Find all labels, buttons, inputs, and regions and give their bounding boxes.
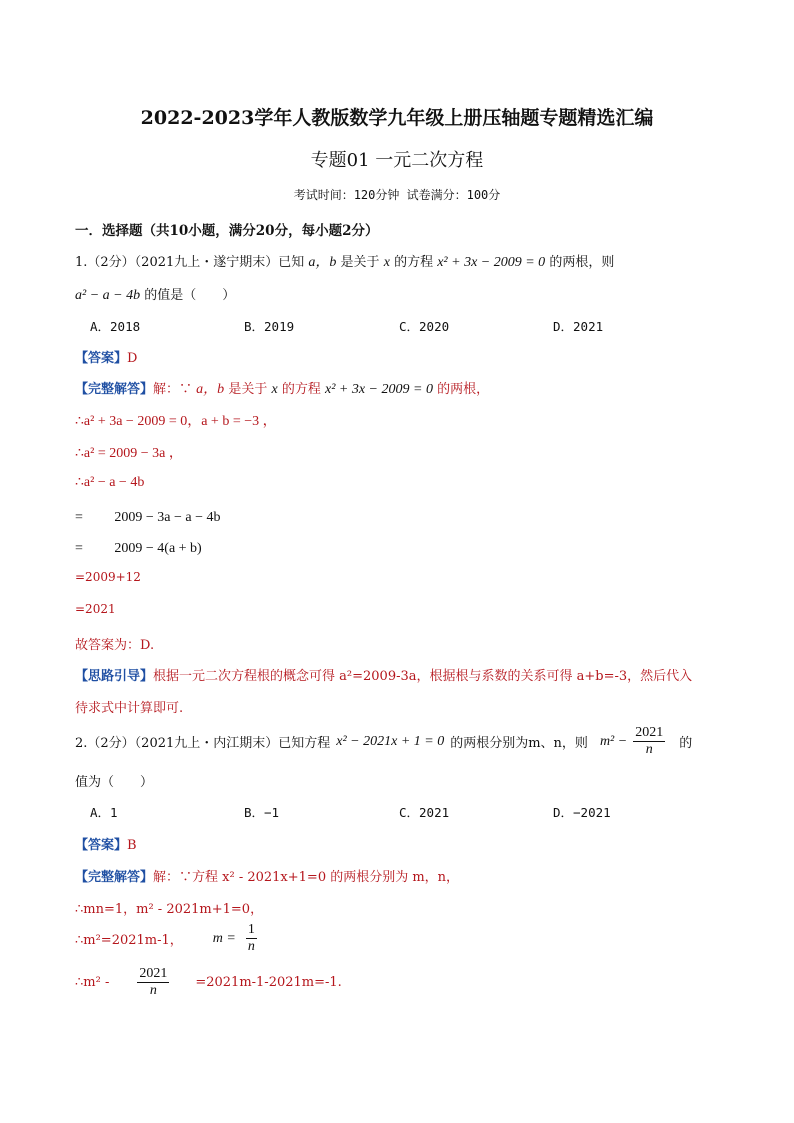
q2-option-d: D．−2021 bbox=[553, 805, 611, 820]
q2-answer: B bbox=[127, 838, 137, 853]
q2-sol-line4-b: =2021m-1-2021m=-1. bbox=[195, 975, 342, 991]
q1-option-b: B．2019 bbox=[244, 319, 295, 334]
q1-mid1: 是关于 bbox=[340, 255, 380, 270]
q1-stem-line2 bbox=[75, 284, 235, 304]
q1-conclusion: 故答案为：D. bbox=[75, 638, 155, 653]
exam-info: 考试时间：120分钟 试卷满分：100分 bbox=[293, 188, 501, 202]
q2-sol-line1: 解：∵方程 x² - 2021x+1=0 的两根分别为 m，n， bbox=[153, 870, 460, 885]
q1-sol-end: 的两根， bbox=[437, 382, 490, 397]
q2-sol-line3-num: 1 bbox=[246, 922, 257, 939]
q1-option-d: D．2021 bbox=[553, 319, 604, 334]
q2-option-a: A．1 bbox=[90, 805, 118, 820]
q1-solution-tag: 【完整解答】 bbox=[75, 382, 154, 397]
q2-sol-line3-fraction bbox=[246, 922, 257, 955]
q2-sol-line3 bbox=[75, 922, 257, 955]
q2-answer-line bbox=[75, 834, 137, 853]
q1-step-4: = 2009 − 3a − a − 4b bbox=[75, 510, 221, 525]
q1-sol-eq: x² + 3x − 2009 = 0 bbox=[324, 382, 433, 397]
q1-hint-tag: 【思路引导】 bbox=[75, 669, 154, 684]
q2-suffix: 的 bbox=[679, 736, 693, 752]
q2-sol-line3-a: ∴m²=2021m-1， bbox=[75, 933, 183, 949]
topic-title: 专题01 一元二次方程 bbox=[310, 150, 484, 171]
q1-step-1: ∴a² + 3a − 2009 = 0，a + b = −3 ， bbox=[75, 414, 277, 429]
q1-hint-text: 根据一元二次方程根的概念可得 a²=2009-3a，根据根与系数的关系可得 a+b=-3，然后代入 bbox=[153, 669, 693, 684]
q2-sol-line4-num: 2021 bbox=[137, 966, 169, 983]
q1-answer-tag: 【答案】 bbox=[75, 351, 128, 366]
q1-step-5: = 2009 − 4(a + b) bbox=[75, 541, 202, 556]
q2-frac-num: 2021 bbox=[633, 725, 665, 742]
q2-sol-line2: ∴mn=1，m² - 2021m+1=0， bbox=[75, 902, 264, 917]
q2-sol-line4 bbox=[75, 966, 342, 999]
q1-hint-line2: 待求式中计算即可. bbox=[75, 701, 184, 716]
q1-sol-x: x bbox=[271, 382, 278, 397]
q2-sol-line3-den: n bbox=[247, 939, 255, 955]
q1-expression: a² − a − 4b bbox=[75, 288, 141, 303]
q1-equation: x² + 3x − 2009 = 0 bbox=[437, 255, 546, 270]
q2-prefix: 2.（2分）（2021九上・内江期末）已知方程 bbox=[75, 736, 331, 752]
q1-sol-ab: a，b bbox=[196, 382, 225, 397]
q1-suffix: 的两根，则 bbox=[549, 255, 615, 270]
q1-step-6: =2009+12 bbox=[75, 570, 141, 584]
q2-sol-line4-fraction bbox=[137, 966, 169, 999]
q2-sol-line4-den: n bbox=[149, 983, 157, 999]
q2-mid: 的两根分别为m、n，则 bbox=[450, 736, 588, 752]
q2-option-c: C．2021 bbox=[399, 805, 450, 820]
q2-sol-line4-a: ∴m² - bbox=[75, 975, 110, 991]
q1-step-7: =2021 bbox=[75, 602, 116, 616]
q1-sol-mid2: 的方程 bbox=[281, 382, 321, 397]
q2-stem-line1 bbox=[75, 725, 692, 758]
q1-step-3: ∴a² − a − 4b bbox=[75, 475, 145, 490]
q1-sol-start: 解：∵ bbox=[153, 382, 193, 397]
q1-expr-suffix: 的值是（ ） bbox=[144, 288, 236, 303]
q2-fraction bbox=[633, 725, 665, 758]
q1-answer: D bbox=[127, 351, 138, 366]
q2-frac-den: n bbox=[645, 742, 653, 758]
q1-solution-line1 bbox=[75, 378, 489, 398]
q2-solution-line1 bbox=[75, 866, 459, 885]
q2-stem-line2: 值为（ ） bbox=[75, 775, 154, 790]
q1-prefix: 1.（2分）（2021九上・遂宁期末）已知 bbox=[75, 255, 305, 270]
q1-hint-line1 bbox=[75, 665, 692, 684]
q1-step-2: ∴a² = 2009 − 3a ， bbox=[75, 446, 183, 461]
section-heading: 一．选择题（共10小题，满分20分，每小题2分） bbox=[75, 223, 379, 239]
q2-answer-tag: 【答案】 bbox=[75, 838, 128, 853]
document-title: 2022-2023学年人教版数学九年级上册压轴题专题精选汇编 bbox=[140, 107, 654, 129]
q1-option-c: C．2020 bbox=[399, 319, 450, 334]
q2-solution-tag: 【完整解答】 bbox=[75, 870, 154, 885]
q1-stem-line1 bbox=[75, 251, 614, 271]
q1-mid2: 的方程 bbox=[394, 255, 434, 270]
q1-option-a: A．2018 bbox=[90, 319, 141, 334]
q1-var-x: x bbox=[383, 255, 390, 270]
q2-equation: x² − 2021x + 1 = 0 bbox=[336, 733, 445, 749]
q1-var-ab: a，b bbox=[308, 255, 337, 270]
q1-sol-mid1: 是关于 bbox=[228, 382, 268, 397]
q2-option-b: B．−1 bbox=[244, 805, 280, 820]
q2-sol-line3-lead: m = bbox=[212, 930, 236, 946]
q2-expr-lead: m² − bbox=[599, 733, 628, 749]
q1-answer-line bbox=[75, 347, 137, 366]
